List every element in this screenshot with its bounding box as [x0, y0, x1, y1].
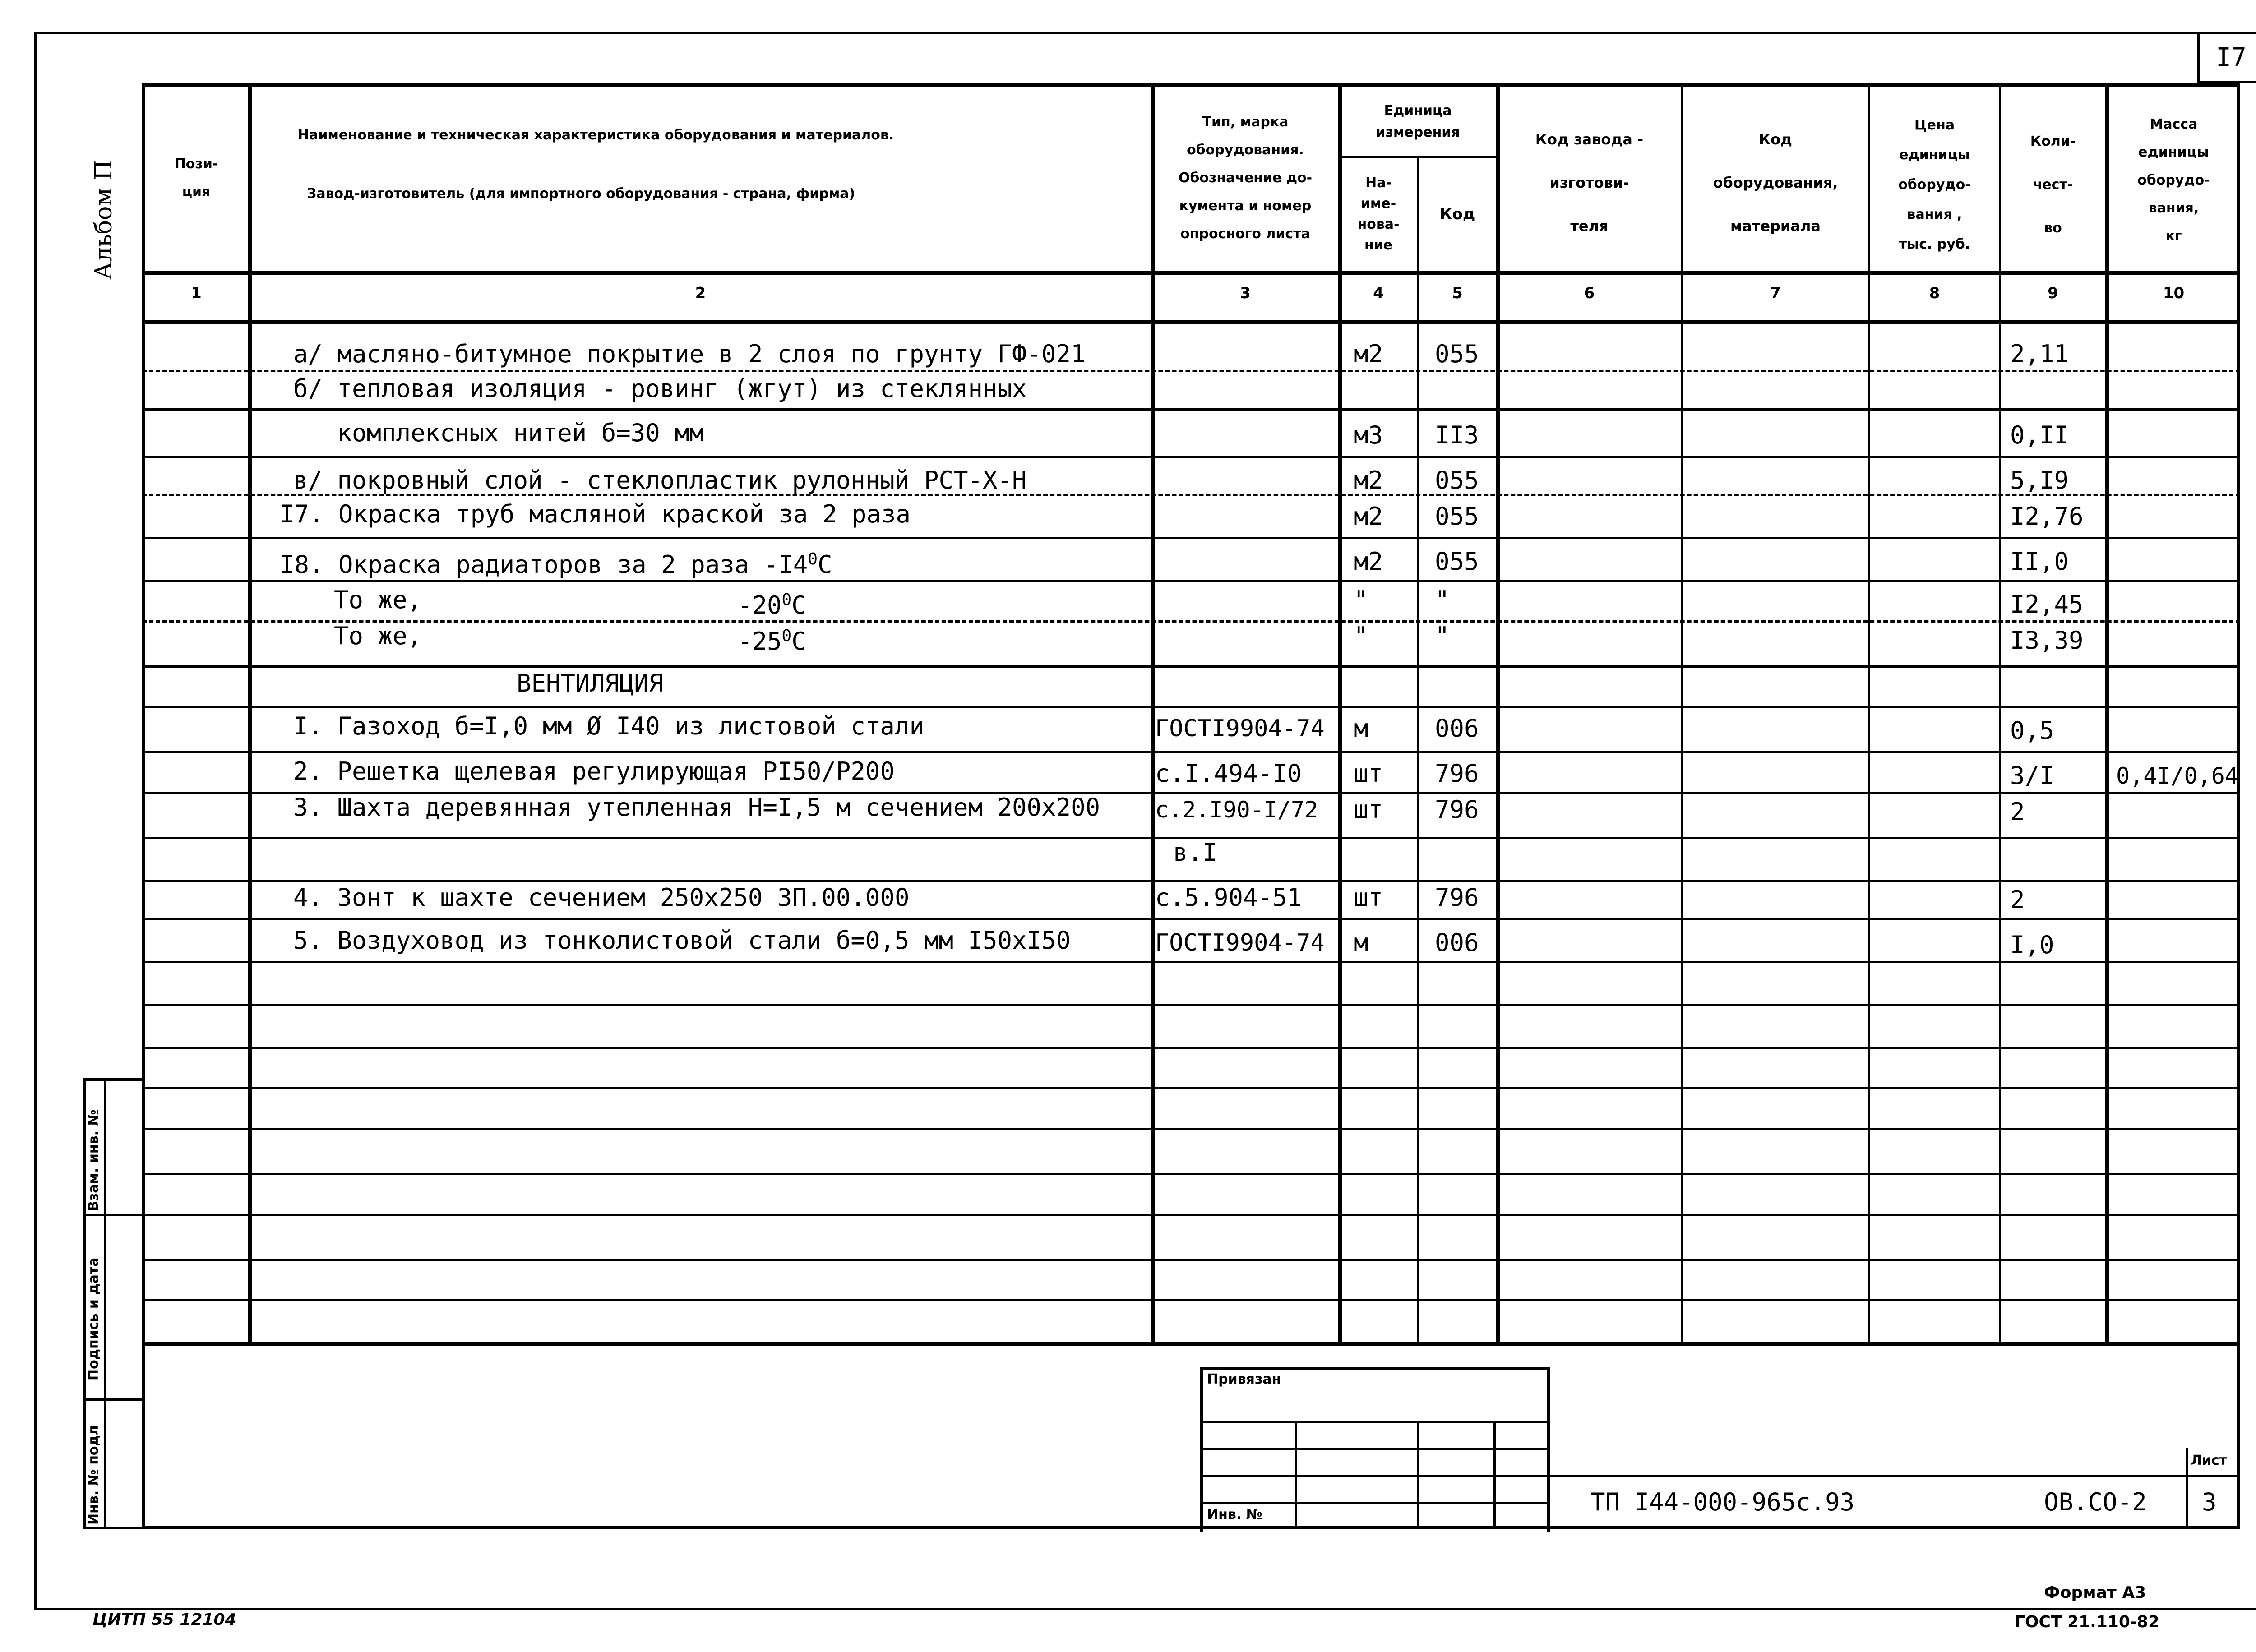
row-unit: шт [1354, 759, 1383, 788]
row-unit: м2 [1354, 547, 1383, 576]
row-qty: I2,76 [2010, 502, 2084, 531]
document-code: ТП I44-000-965с.93 [1590, 1488, 1855, 1516]
side-stamp-vzam: Взам. инв. № [86, 1109, 102, 1211]
degree-sup: 0 [781, 591, 792, 609]
row-code: 796 [1435, 883, 1479, 912]
row-code: 006 [1435, 714, 1479, 743]
temp-value: -20 [738, 591, 782, 619]
row-name: б/ тепловая изоляция - ровинг (жгут) из стеклянных [293, 374, 1027, 403]
header-equipment-code: Код оборудования, материала [1713, 131, 1838, 235]
row-code: 055 [1435, 340, 1479, 368]
header-type: Тип, марка оборудования. Обозначение до- кумента и номер опросного листа [1178, 114, 1313, 242]
row-name-text: I8. Окраска радиаторов за 2 раза -I4 [280, 550, 808, 579]
col-number-9: 9 [2048, 284, 2058, 302]
row-qty: I,0 [2010, 931, 2054, 959]
row-code: 796 [1435, 795, 1479, 824]
col-number-2: 2 [695, 284, 706, 302]
row-unit: м2 [1354, 340, 1383, 368]
degree-unit: С [791, 627, 806, 655]
row-code: II3 [1435, 421, 1479, 449]
row-name: 2. Решетка щелевая регулирующая РI50/Р200 [293, 757, 895, 785]
row-qty: 0,5 [2010, 716, 2054, 745]
row-name: 3. Шахта деревянная утепленная Н=I,5 м сечением 200х200 [293, 793, 1100, 821]
row-name-tail [738, 586, 806, 619]
row-unit: м2 [1354, 502, 1383, 531]
col-number-1: 1 [191, 284, 202, 302]
row-name: в/ покровный слой - стеклопластик рулонный РСТ-Х-Н [293, 466, 1027, 494]
side-stamp-podpis: Подпись и дата [86, 1257, 102, 1380]
row-type: ГОСТI9904-74 [1155, 929, 1325, 956]
row-type: с.5.904-51 [1155, 883, 1302, 912]
row-unit: м3 [1354, 421, 1383, 449]
row-unit: шт [1354, 795, 1383, 824]
list-label: Лист [2191, 1453, 2228, 1468]
section-heading: ВЕНТИЛЯЦИЯ [517, 669, 664, 697]
row-name [280, 546, 832, 578]
degree-unit: С [818, 550, 832, 579]
header-price: Цена единицы оборудо- вания , тыс. руб. [1898, 117, 1971, 252]
row-qty: I3,39 [2010, 626, 2084, 655]
degree-sup: 0 [808, 550, 818, 568]
header-position: Пози- ция [174, 156, 218, 200]
row-name: То же, [334, 586, 422, 614]
footer-gost: ГОСТ 21.110-82 [2015, 1613, 2160, 1631]
row-code: 006 [1435, 928, 1479, 957]
row-code: 055 [1435, 502, 1479, 531]
col-number-4: 4 [1373, 284, 1384, 302]
row-type: с.2.I90-I/72 [1155, 797, 1318, 823]
col-number-7: 7 [1770, 284, 1781, 302]
col-number-8: 8 [1929, 284, 1940, 302]
row-type: в.I [1173, 838, 1217, 867]
row-unit: м [1354, 928, 1368, 957]
row-unit: м [1354, 714, 1368, 743]
footer-left: ЦИТП 55 12104 [92, 1610, 236, 1629]
row-code: 055 [1435, 547, 1479, 576]
row-qty: 0,II [2010, 421, 2069, 449]
row-code: " [1435, 586, 1450, 614]
col-number-5: 5 [1452, 284, 1463, 302]
row-qty: 5,I9 [2010, 466, 2069, 494]
row-unit: м2 [1354, 466, 1383, 494]
row-name: 5. Воздуховод из тонколистовой стали б=0,5 мм I50хI50 [293, 926, 1071, 955]
album-label: Альбом П [90, 160, 117, 280]
row-unit: шт [1354, 883, 1383, 912]
col-number-10: 10 [2163, 284, 2185, 302]
header-factory-code: Код завода - изготови- теля [1535, 131, 1644, 235]
privyazan-label: Привязан [1207, 1371, 1281, 1387]
row-qty: 2 [2010, 886, 2025, 914]
row-name: комплексных нитей б=30 мм [293, 419, 704, 447]
temp-value: -25 [738, 627, 782, 655]
footer-format: Формат А3 [2044, 1583, 2146, 1602]
row-name: а/ масляно-битумное покрытие в 2 слоя по грунту ГФ-021 [293, 340, 1086, 368]
header-unit-group: Единица измерения [1376, 103, 1460, 140]
degree-sup: 0 [781, 627, 792, 645]
header-unit-name: На- име- нова- ние [1357, 175, 1400, 253]
row-name: 4. Зонт к шахте сечением 250х250 ЗП.00.000 [293, 883, 910, 912]
row-name: I. Газоход б=I,0 мм Ø I40 из листовой стали [293, 712, 924, 740]
header-mass: Масса единицы оборудо- вания, кг [2137, 116, 2210, 244]
row-type: с.I.494-I0 [1155, 759, 1302, 788]
row-name: То же, [334, 622, 422, 650]
degree-unit: С [791, 591, 806, 619]
document-mark: ОВ.СО-2 [2044, 1488, 2147, 1516]
header-unit-code: Код [1439, 205, 1475, 223]
row-code: " [1435, 622, 1450, 650]
row-qty: I2,45 [2010, 590, 2084, 618]
list-number: 3 [2202, 1488, 2217, 1516]
row-unit: " [1354, 586, 1368, 614]
row-qty: 3/I [2010, 761, 2054, 790]
col-number-3: 3 [1240, 284, 1251, 302]
side-stamp-inv: Инв. № подл [86, 1425, 102, 1525]
row-unit: " [1354, 622, 1368, 650]
row-name: I7. Окраска труб масляной краской за 2 раза [280, 500, 911, 528]
row-type: ГОСТI9904-74 [1155, 715, 1325, 742]
header-manufacturer: Завод-изготовитель (для импортного оборудования - страна, фирма) [307, 186, 855, 202]
row-code: 796 [1435, 759, 1479, 788]
header-name: Наименование и техническая характеристика оборудования и материалов. [298, 127, 894, 143]
sheet-corner-number: I7 [2216, 43, 2247, 72]
col-number-6: 6 [1584, 284, 1595, 302]
inv-number-label: Инв. № [1207, 1507, 1262, 1523]
row-code: 055 [1435, 466, 1479, 494]
row-name-tail [738, 623, 806, 655]
row-mass: 0,4I/0,64 [2116, 763, 2238, 789]
row-qty: 2 [2010, 798, 2025, 826]
header-quantity: Коли- чест- во [2030, 134, 2076, 236]
row-qty: II,0 [2010, 547, 2069, 576]
row-qty: 2,11 [2010, 340, 2069, 368]
